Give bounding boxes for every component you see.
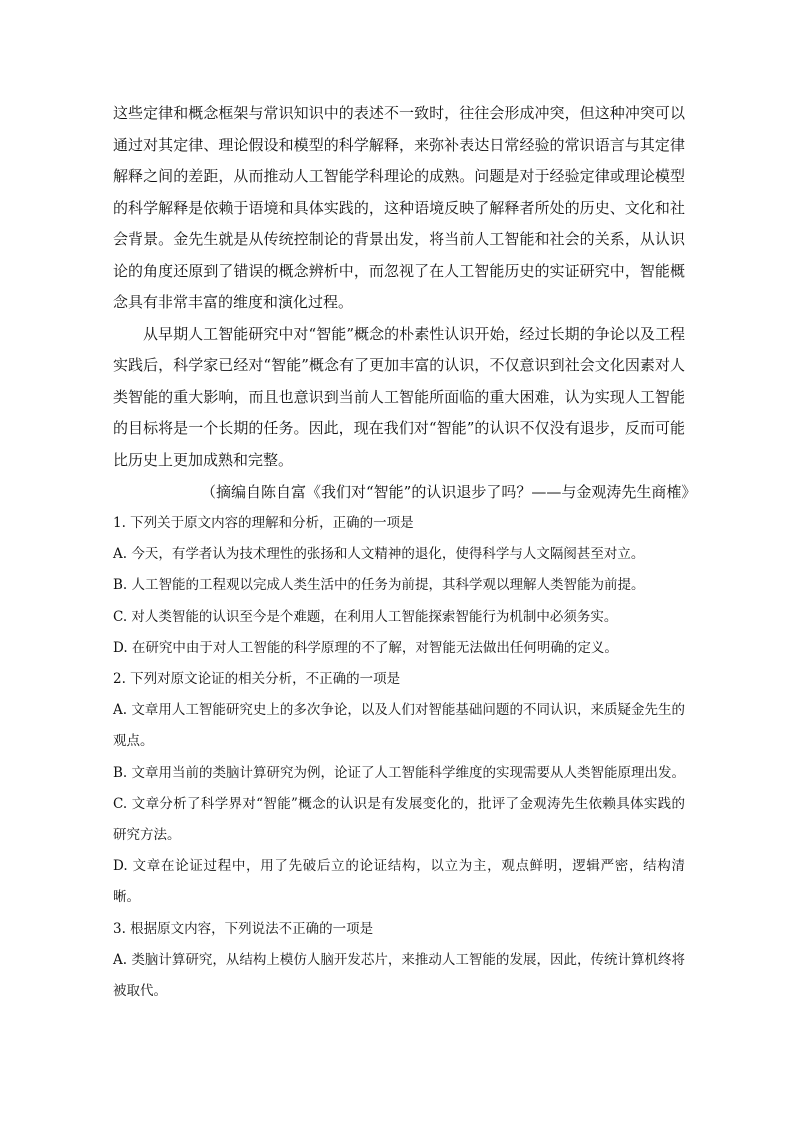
passage-paragraph-2: 从早期人工智能研究中对“智能”概念的朴素性认识开始，经过长期的争论以及工程实践后，科学家已经对“智能”概念有了更加丰富的认识，不仅意识到社会文化因素对人类智能的重大影响，而且也意识到当前人工智能所面临的重大困难，认为实现人工智能的目标将是一个长期的任务。因此，现在我们对“智能”的认识不仅没有退步，反而可能比历史上更加成熟和完整。 bbox=[113, 324, 685, 469]
document-content bbox=[113, 98, 697, 1007]
question-2-option-b: B. 文章用当前的类脑计算研究为例，论证了人工智能科学维度的实现需要从人类智能原理出发。 bbox=[113, 764, 686, 781]
question-3 bbox=[113, 914, 685, 1008]
question-1-option-c: C. 对人类智能的认识至今是个难题，在利用人工智能探索智能行为机制中必须务实。 bbox=[113, 608, 618, 625]
question-3-option-a: A. 类脑计算研究，从结构上模仿人脑开发芯片，来推动人工智能的发展，因此，传统计算机终将被取代。 bbox=[113, 951, 685, 1000]
question-1-stem: 1. 下列关于原文内容的理解和分析，正确的一项是 bbox=[113, 515, 414, 531]
question-2-stem: 2. 下列对原文论证的相关分析，不正确的一项是 bbox=[113, 671, 401, 688]
question-1-option-a: A. 今天，有学者认为技术理性的张扬和人文精神的退化，使得科学与人文隔阂甚至对立。 bbox=[113, 546, 645, 563]
passage-source: （摘编自陈自富《我们对“智能”的认识退步了吗？——与金观涛先生商榷》 bbox=[201, 483, 697, 501]
passage-paragraph-1: 这些定律和概念框架与常识知识中的表述不一致时，往往会形成冲突，但这种冲突可以通过对其定律、理论假设和模型的科学解释，来弥补表达日常经验的常识语言与其定律解释之间的差距，从而推动人工智能学科理论的成熟。问题是对于经验定律或理论模型的科学解释是依赖于语境和具体实践的，这种语境反映了解释者所处的历史、文化和社会背景。金先生就是从传统控制论的背景出发，将当前人工智能和社会的关系，从认识论的角度还原到了错误的概念辨析中，而忽视了在人工智能历史的实证研究中，智能概念具有非常丰富的维度和演化过程。 bbox=[113, 104, 685, 311]
question-2 bbox=[113, 664, 685, 914]
question-2-option-d: D. 文章在论证过程中，用了先破后立的论证结构，以立为主，观点鲜明，逻辑严密，结构清晰。 bbox=[113, 858, 685, 906]
question-2-option-c: C. 文章分析了科学界对“智能”概念的认识是有发展变化的，批评了金观涛先生依赖具体实践的研究方法。 bbox=[113, 795, 685, 844]
question-2-option-a: A. 文章用人工智能研究史上的多次争论，以及人们对智能基础问题的不同认识，来质疑金先生的观点。 bbox=[113, 702, 685, 750]
question-3-stem: 3. 根据原文内容，下列说法不正确的一项是 bbox=[113, 920, 374, 937]
question-1 bbox=[113, 508, 685, 664]
question-1-option-d: D. 在研究中由于对人工智能的科学原理的不了解，对智能无法做出任何明确的定义。 bbox=[113, 639, 618, 656]
question-1-option-b: B. 人工智能的工程观以完成人类生活中的任务为前提，其科学观以理解人类智能为前提。 bbox=[113, 577, 645, 594]
